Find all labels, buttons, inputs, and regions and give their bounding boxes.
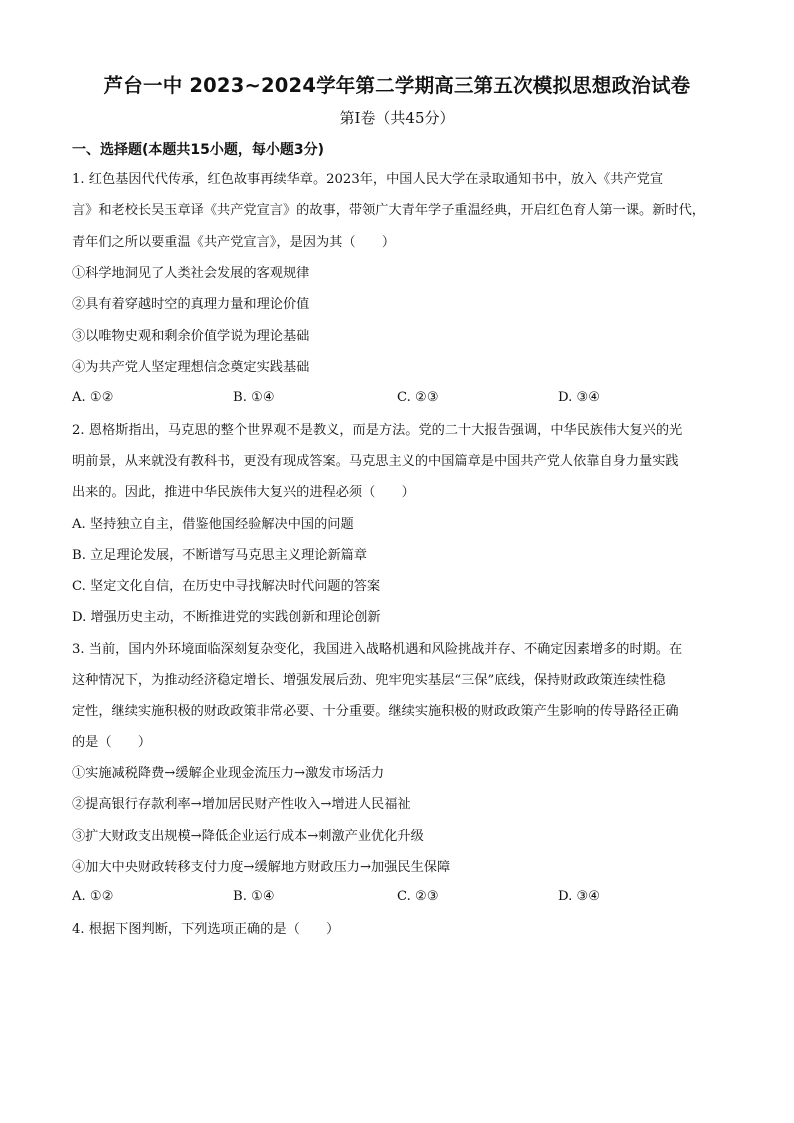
- answer-options: [72, 390, 732, 410]
- question-stem-line: 3. 当前，国内外环境面临深刻复杂变化，我国进入战略机遇和风险挑战并存、不确定因素增多的时期。在: [72, 642, 683, 657]
- option-c[interactable]: C. ②③: [397, 889, 439, 904]
- section-heading: 一、选择题(本题共15小题，每小题3分): [72, 142, 325, 158]
- option-d[interactable]: D. ③④: [558, 889, 601, 904]
- option-b[interactable]: B. ①④: [233, 889, 275, 904]
- statement-item: ③以唯物史观和剩余价值学说为理论基础: [72, 329, 310, 344]
- option-a[interactable]: A. ①②: [72, 390, 114, 405]
- answer-options: [72, 889, 732, 909]
- option-b[interactable]: B. 立足理论发展，不断谱写马克思主义理论新篇章: [72, 548, 368, 563]
- question-stem-line: 的是（ ）: [72, 735, 152, 750]
- option-c[interactable]: C. ②③: [397, 390, 439, 405]
- option-d[interactable]: D. ③④: [558, 390, 601, 405]
- question-stem-line: 2. 恩格斯指出，马克思的整个世界观不是教义，而是方法。党的二十大报告强调，中华民族伟大复兴的光: [72, 423, 683, 438]
- statement-item: ①科学地洞见了人类社会发展的客观规律: [72, 266, 310, 281]
- question-stem-line: 言》和老校长吴玉章译《共产党宣言》的故事，带领广大青年学子重温经典，开启红色育人第一课。新时代，: [72, 203, 705, 218]
- paper-part-heading: 第Ⅰ卷（共45分）: [339, 109, 455, 127]
- question-stem-line: 定性，继续实施积极的财政政策非常必要、十分重要。继续实施积极的财政政策产生影响的传导路径正确: [72, 704, 679, 719]
- question-stem-line: 出来的。因此，推进中华民族伟大复兴的进程必须（ ）: [72, 485, 415, 500]
- option-d[interactable]: D. 增强历史主动，不断推进党的实践创新和理论创新: [72, 610, 381, 625]
- statement-item: ②具有着穿越时空的真理力量和理论价值: [72, 297, 310, 312]
- statement-item: ①实施减税降费→缓解企业现金流压力→激发市场活力: [72, 766, 385, 781]
- question-stem-line: 4. 根据下图判断，下列选项正确的是（ ）: [72, 922, 340, 937]
- option-c[interactable]: C. 坚定文化自信，在历史中寻找解决时代问题的答案: [72, 579, 381, 594]
- exam-title: 芦台一中 2023~2024学年第二学期高三第五次模拟思想政治试卷: [103, 74, 691, 97]
- question-stem-line: 这种情况下，为推动经济稳定增长、增强发展后劲、兜牢兜实基层“三保”底线，保持财政政策连续性稳: [72, 673, 666, 688]
- statement-item: ④加大中央财政转移支付力度→缓解地方财政压力→加强民生保障: [72, 860, 451, 875]
- statement-item: ③扩大财政支出规模→降低企业运行成本→刺激产业优化升级: [72, 829, 424, 844]
- option-b[interactable]: B. ①④: [233, 390, 275, 405]
- option-a[interactable]: A. 坚持独立自主，借鉴他国经验解决中国的问题: [72, 517, 354, 532]
- option-a[interactable]: A. ①②: [72, 889, 114, 904]
- question-stem-line: 1. 红色基因代代传承，红色故事再续华章。2023年，中国人民大学在录取通知书中，放入《共产党宣: [72, 172, 664, 187]
- question-stem-line: 明前景，从来就没有教科书，更没有现成答案。马克思主义的中国篇章是中国共产党人依靠自身力量实践: [72, 454, 679, 469]
- statement-item: ④为共产党人坚定理想信念奠定实践基础: [72, 360, 310, 375]
- question-stem-line: 青年们之所以要重温《共产党宣言》，是因为其（ ）: [72, 235, 396, 250]
- statement-item: ②提高银行存款利率→增加居民财产性收入→增进人民福祉: [72, 797, 411, 812]
